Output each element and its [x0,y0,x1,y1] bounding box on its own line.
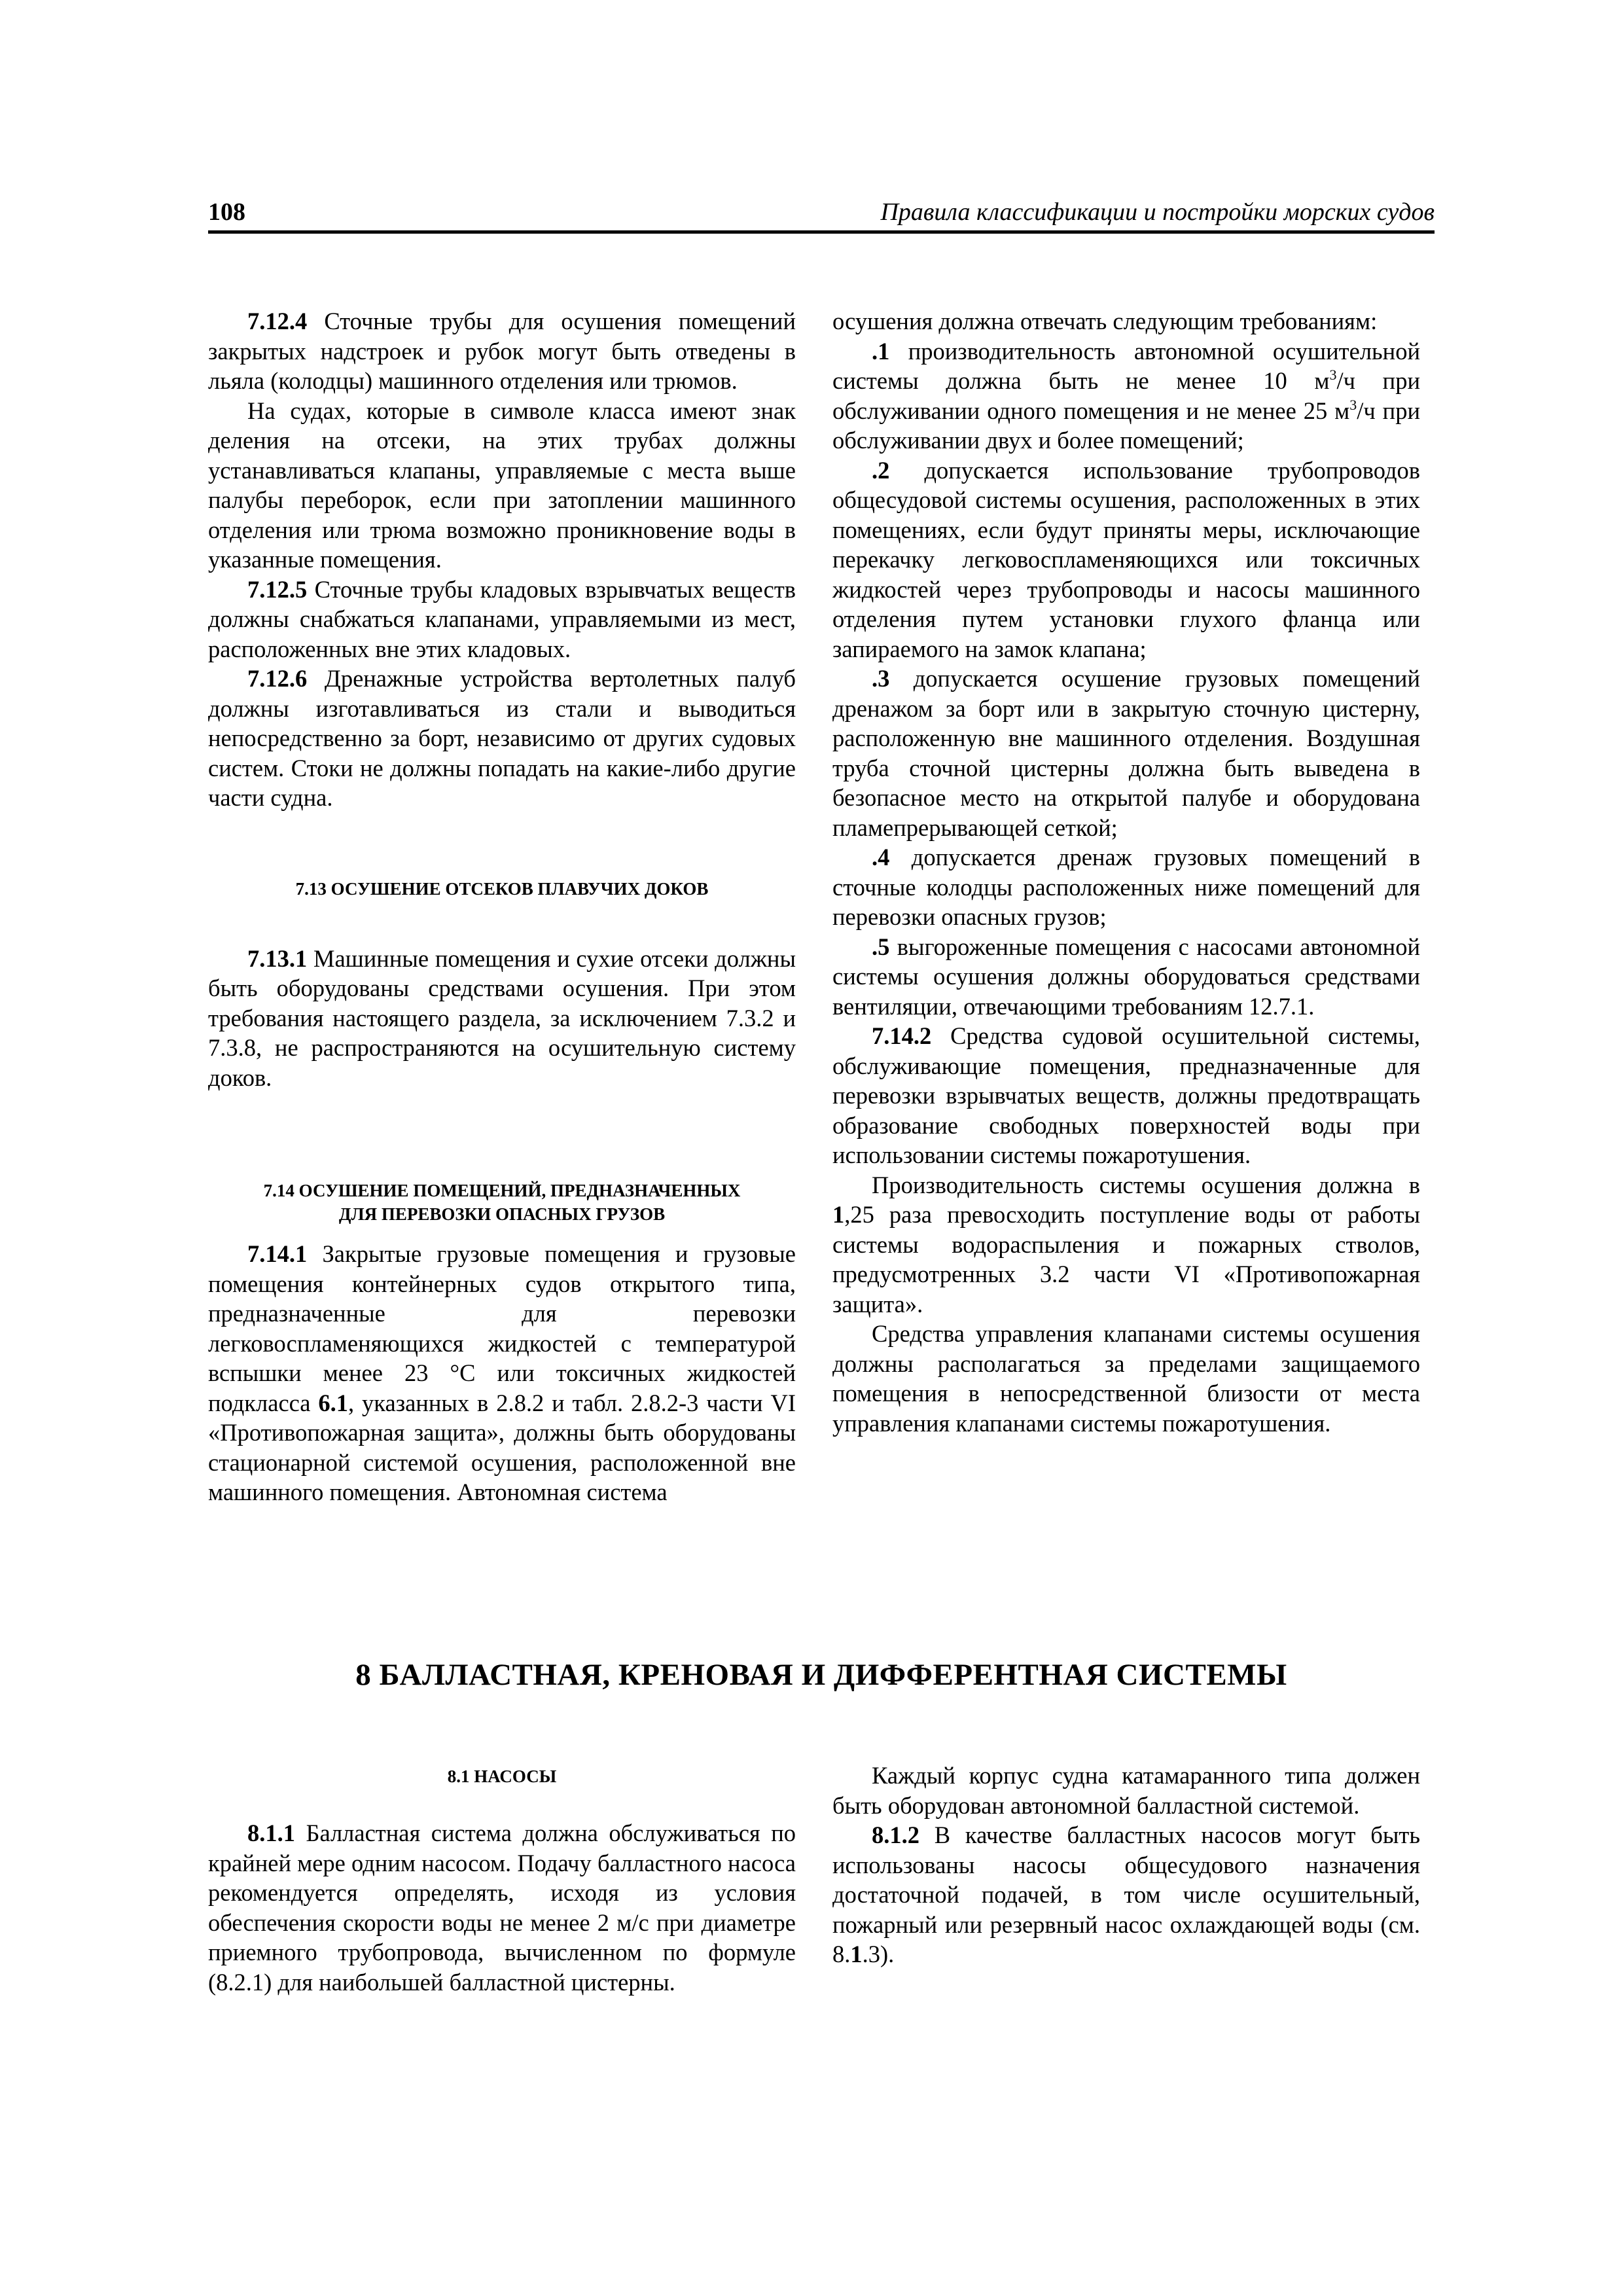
paragraph [832,1170,1420,1319]
paragraph-text: Машинные помещения и сухие отсеки должны быть оборудованы средствами осушения. При этом требования настоящего раздела, за исключением 7.3.2 и 7.3.8, не распространяются на осушительную систему доков. [208,944,796,1091]
running-title: Правила классификации и постройки морских судов [880,198,1435,226]
section-heading-7-14-line1: 7.14 ОСУШЕНИЕ ПОМЕЩЕНИЙ, ПРЕДНАЗНАЧЕННЫХ [263,1181,741,1200]
superscript: 3 [1349,396,1357,413]
clause-number: 8.1.1 [247,1820,295,1846]
paragraph-8-1-2 [832,1820,1420,1969]
left-column-top [208,306,796,1507]
section-heading-7-13: 7.13 ОСУШЕНИЕ ОТСЕКОВ ПЛАВУЧИХ ДОКОВ [295,878,709,899]
page-header [208,191,1435,230]
section-heading-8-1: 8.1 НАСОСЫ [447,1767,557,1786]
item-text: допускается использование трубопроводов общесудовой системы осушения, расположенных в этих помещениях, если будут приняты меры, исключающие перекачку легковоспламеняющихся или токсичных жидкостей через трубопроводы и насосы машинного отделения путем установки глухого фланца или запираемого на замок клапана; [832,456,1420,662]
paragraph-text: Закрытые грузовые помещения и грузовые помещения контейнерных судов открытого типа, предназначенные для перевозки легковоспламеняющихся жидкостей с температурой вспышки менее 23 °С или токсичных жидкостей подкласса [208,1240,796,1416]
paragraph: Каждый корпус судна катамаранного типа должен быть оборудован автономной балластной системой. [832,1762,1420,1819]
chapter-title: 8 БАЛЛАСТНАЯ, КРЕНОВАЯ И ДИФФЕРЕНТНАЯ СИСТЕМЫ [355,1658,1287,1692]
clause-number: 7.12.6 [247,665,308,692]
clause-number: 7.12.4 [247,308,308,334]
subclass-number: 6.1 [318,1389,349,1416]
header-rule [208,230,1435,234]
paragraph-7-12-5 [208,575,796,664]
clause-number: 7.14.2 [872,1022,932,1049]
item-number: .5 [872,933,890,960]
item-number: .2 [872,456,890,484]
paragraph-text: , указанных в 2.8.2 и табл. 2.8.2-3 части VI «Противопожарная защита», должны быть оборудованы стационарной системой осушения, расположенной вне машинного помещения. Автономная система [208,1389,796,1505]
paragraph-text: .3). [862,1941,895,1967]
paragraph-text: Балластная система должна обслуживаться по крайней мере одним насосом. Подачу балластного насоса рекомендуется определять, исходя из условия обеспечения скорости воды не менее 2 м/с при диаметре приемного трубопровода, вычисленном по формуле (8.2.1) для наибольшей балластной цистерны. [208,1820,796,1996]
list-item-5 [832,932,1420,1022]
paragraph-7-12-6 [208,664,796,813]
paragraph-8-1-1 [208,1818,796,1997]
item-number: .4 [872,844,890,870]
paragraph-7-13-1 [208,944,796,1093]
paragraph-7-12-4 [208,306,796,396]
paragraph-text: Средства судовой осушительной системы, обслуживающие помещения, предназначенные для перевозки взрывчатых веществ, должны предотвращать образование свободных поверхностей воды при использовании системы пожаротушения. [832,1022,1420,1168]
paragraph-text: ,25 раза превосходить поступление воды от работы системы водораспыления и пожарных стволов, предусмотренных 3.2 части VI «Противопожарная защита». [832,1201,1420,1318]
clause-number: 7.12.5 [247,575,308,603]
bold-digit: 1 [850,1941,863,1967]
item-text: выгороженные помещения с насосами автономной системы осушения должны оборудоваться средствами вентиляции, отвечающими требованиям 12.7.1. [832,933,1420,1020]
paragraph-7-14-2 [832,1021,1420,1170]
paragraph-7-14-1 [208,1239,796,1507]
left-column-bottom [208,1761,796,1997]
list-item-2 [832,456,1420,664]
paragraph-text: В качестве балластных насосов могут быть использованы насосы общесудового назначения достаточной подачей, в том числе осушительный, пожарный или резервный насос охлаждающей воды (см. 8. [832,1821,1420,1967]
clause-number: 7.13.1 [247,944,308,972]
list-item-1 [832,336,1420,456]
section-heading-7-14-line2: ДЛЯ ПЕРЕВОЗКИ ОПАСНЫХ ГРУЗОВ [338,1204,666,1224]
page-number: 108 [208,198,245,226]
paragraph-text: Сточные трубы кладовых взрывчатых веществ должны снабжаться клапанами, управляемыми из мест, расположенных вне этих кладовых. [208,575,796,662]
list-item-4 [832,842,1420,932]
right-column-bottom [832,1761,1420,1969]
clause-number: 7.14.1 [247,1240,308,1267]
item-number: .3 [872,665,890,692]
item-text: производительность автономной осушительной системы должна быть не менее 10 м [832,337,1420,394]
item-text: допускается осушение грузовых помещений дренажом за борт или в закрытую сточную цистерну, расположенную вне машинного отделения. Воздушная труба сточной цистерны должна быть выведена в безопасное место на открытой палубе и оборудована пламепрерывающей сеткой; [832,665,1420,841]
item-number: .1 [872,337,890,365]
clause-number: 8.1.2 [872,1821,919,1848]
superscript: 3 [1329,367,1337,383]
paragraph-text: Сточные трубы для осушения помещений закрытых надстроек и рубок могут быть отведены в льяла (колодцы) машинного отделения или трюмов. [208,308,796,394]
paragraph-text: Дренажные устройства вертолетных палуб должны изготавливаться из стали и выводиться непосредственно за борт, независимо от других судовых систем. Стоки не должны попадать на какие-либо другие части судна. [208,665,796,811]
paragraph: Средства управления клапанами системы осушения должны располагаться за пределами защищаемого помещения в непосредственной близости от места управления клапанами системы пожаротушения. [832,1320,1420,1437]
paragraph: На судах, которые в символе класса имеют знак деления на отсеки, на этих трубах должны устанавливаться клапаны, управляемые с места выше палубы переборок, если при затоплении машинного отделения или трюма возможно проникновение воды в указанные помещения. [208,397,796,573]
bold-digit: 1 [832,1201,845,1228]
list-item-3 [832,664,1420,842]
paragraph-text: Производительность системы осушения должна в [872,1171,1420,1198]
item-text: допускается дренаж грузовых помещений в сточные колодцы расположенных ниже помещений для перевозки опасных грузов; [832,844,1420,930]
right-column-top [832,306,1420,1438]
item-text: /ч при обслуживании одного помещения и не менее 25 м [832,367,1420,424]
paragraph: осушения должна отвечать следующим требованиям: [832,308,1378,334]
item-text: /ч при обслуживании двух и более помещений; [832,397,1420,454]
